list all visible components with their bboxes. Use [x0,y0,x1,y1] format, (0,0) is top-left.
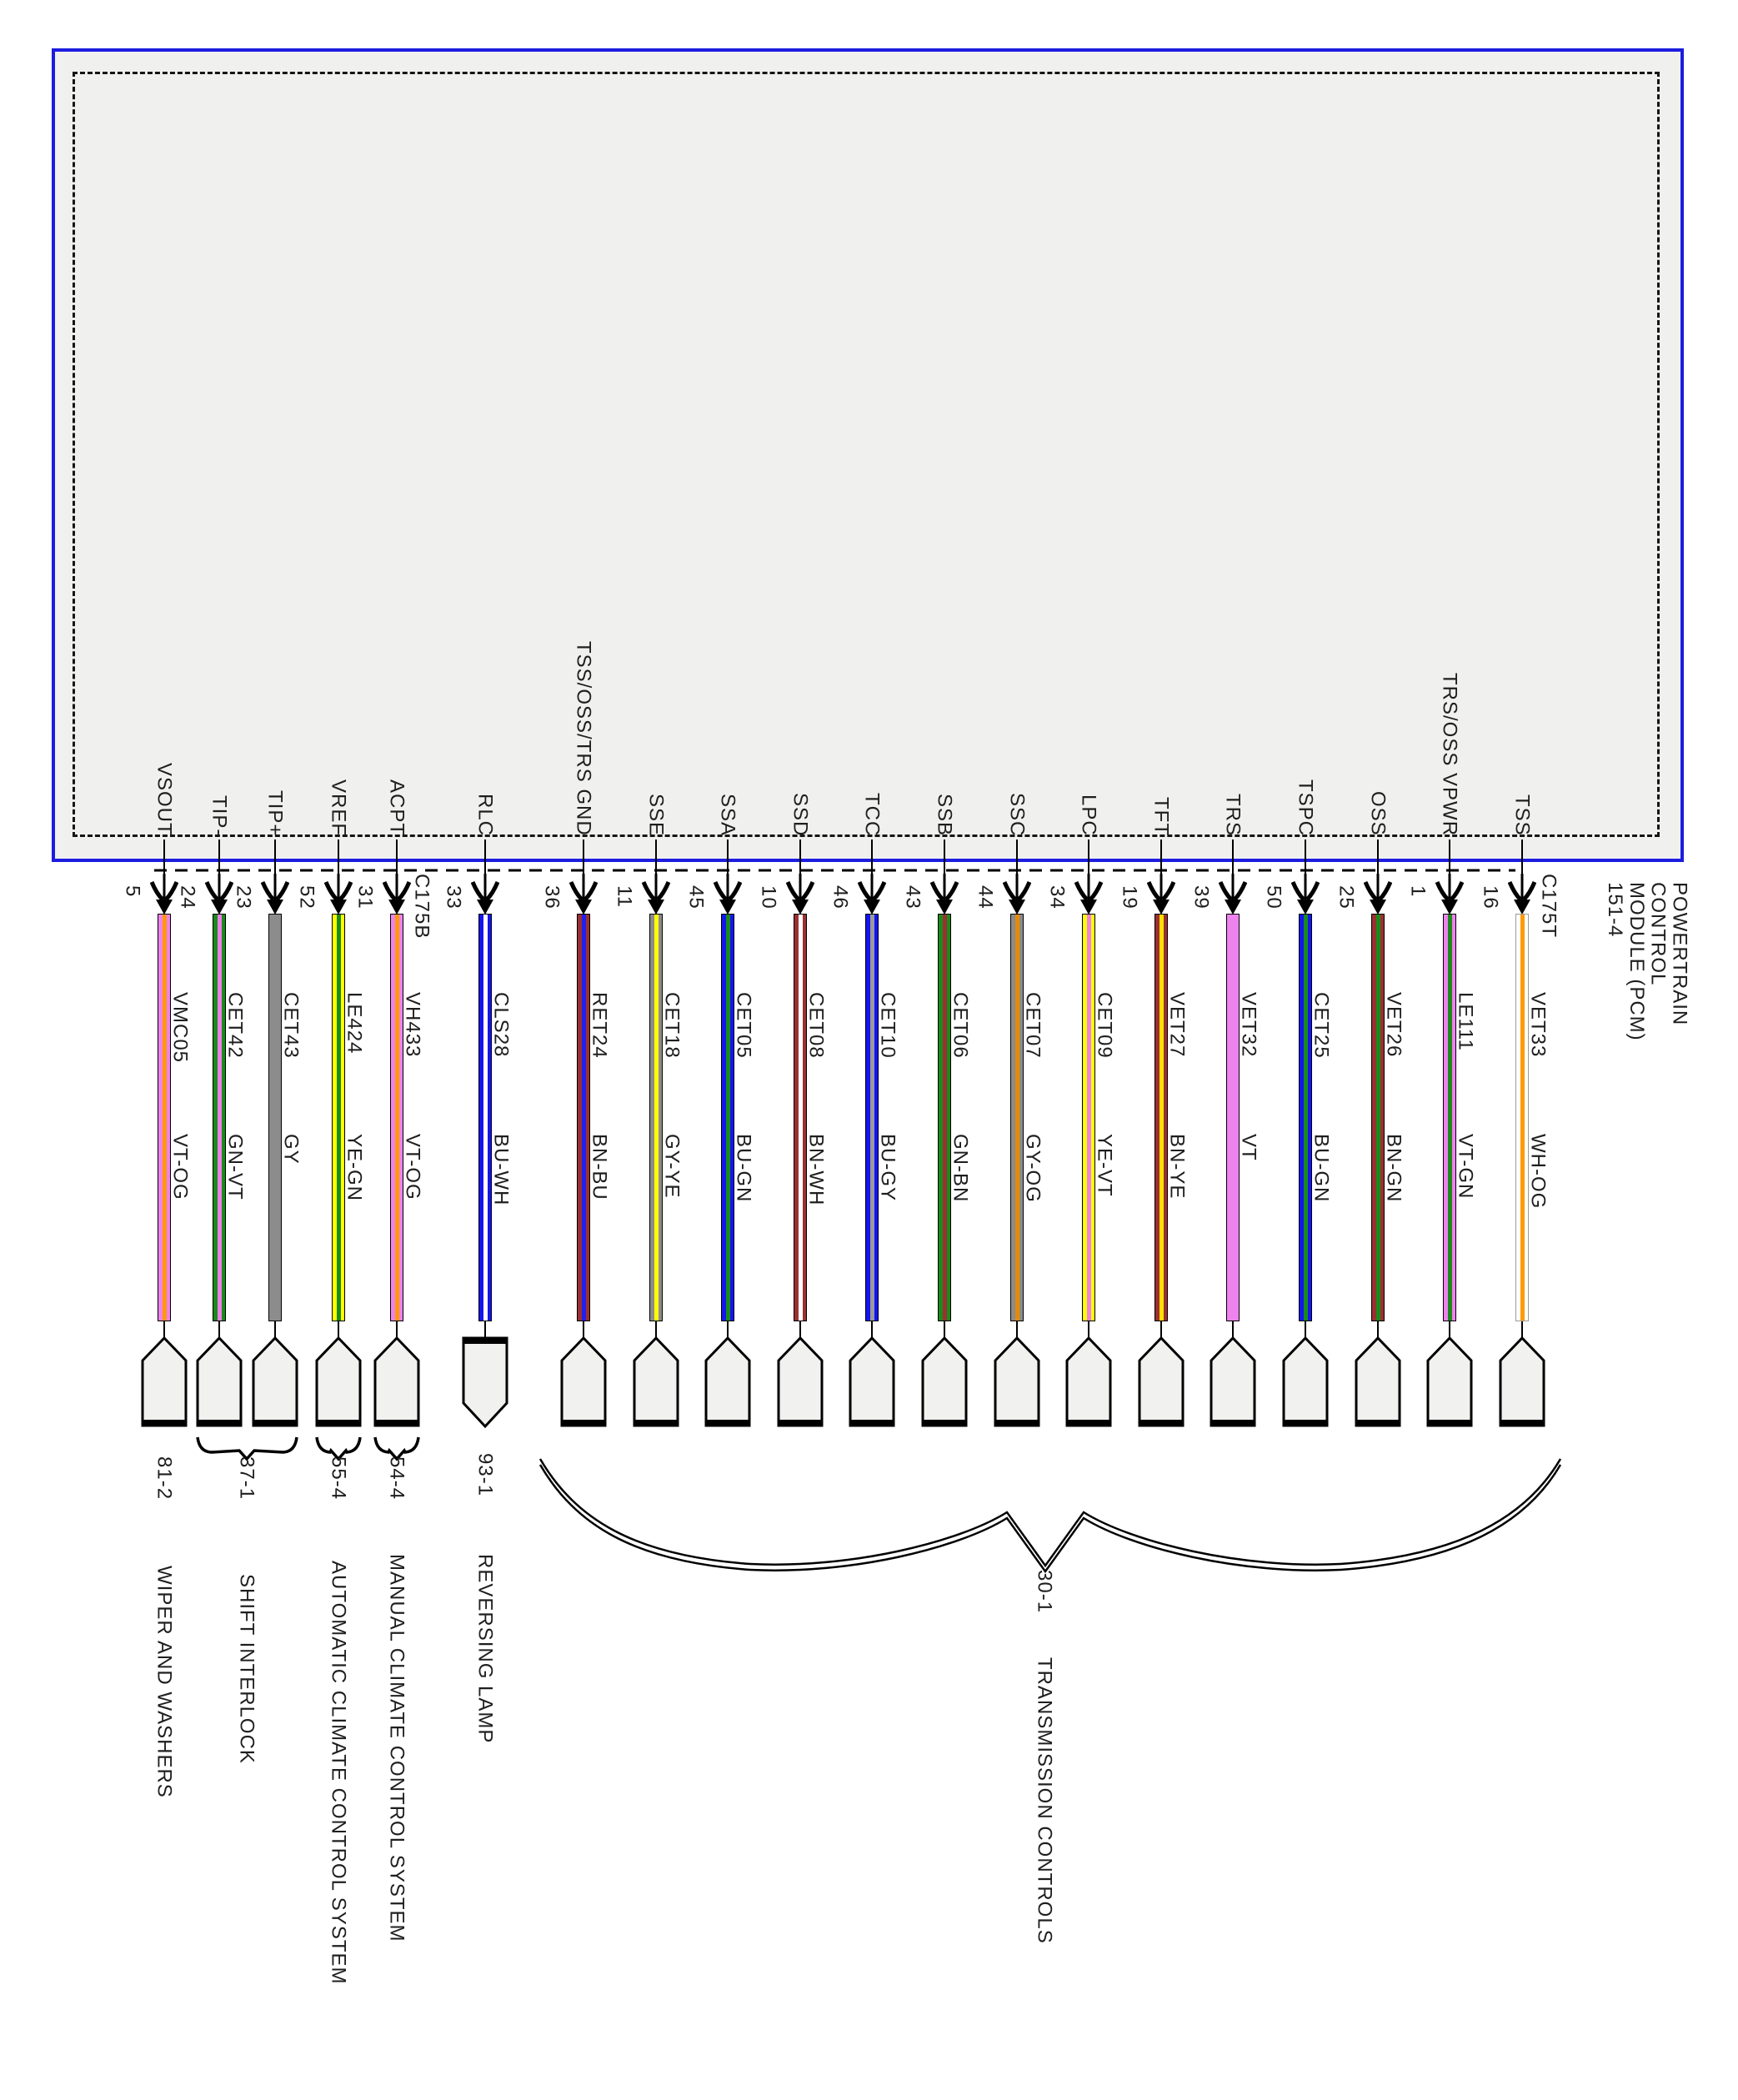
circuit-label-text: CET25 [1310,992,1333,1059]
wire-arrow-icon [930,874,959,915]
pin-label [1118,885,1141,910]
pin-label [295,885,318,910]
signal-label [326,779,351,836]
connector-icon [633,1336,679,1428]
pin-label [540,885,563,910]
pcm-title [1604,882,1690,1041]
wire-arrow-icon [1003,874,1031,915]
color-code-label-text: VT [1237,1134,1260,1161]
connector-icon [315,1336,362,1428]
destination-code-label [384,1456,409,1500]
pin-label [974,885,997,910]
circuit-label [804,992,828,1059]
wire-stripe [1376,915,1380,1321]
signal-label [715,794,740,836]
connector-icon [141,1336,188,1428]
color-code-label-text: BN-BU [588,1134,611,1200]
signal-label [571,641,596,836]
connector-icon [196,1336,243,1428]
pin-label [121,885,144,897]
pcm-title-line: 151-4 [1603,882,1626,938]
circuit-label [732,992,755,1059]
circuit-label-text: CET18 [660,992,684,1059]
color-code-label [1382,1134,1405,1202]
wire-arrow-icon [1291,874,1320,915]
wire-arrow-icon [1219,874,1247,915]
wire [1082,914,1095,1321]
signal-label [152,763,177,836]
wire-stripe [218,915,222,1321]
circuit-label [660,992,684,1059]
pin-label-text: 36 [540,885,563,910]
destination-system-label [152,1566,177,1798]
wire-stripe [163,915,167,1321]
wire-stripe [726,915,730,1321]
signal-label-text: VREF [327,779,350,836]
connector-icon [1426,1336,1473,1428]
wire-arrow-icon [383,874,411,915]
wire-stripe [1087,915,1091,1321]
color-code-label [223,1134,247,1200]
signal-label [932,794,957,836]
color-code-label-text: GY-OG [1021,1134,1044,1203]
circuit-label [343,992,366,1054]
signal-label [1149,797,1174,836]
wire-stripe [1520,915,1525,1321]
wire-arrow-icon [714,874,742,915]
destination-system-label-text: REVERSING LAMP [473,1554,497,1744]
signal-label [1220,794,1245,836]
color-code-label [804,1134,828,1205]
wire-stripe [870,915,874,1321]
pin-label [353,885,377,910]
circuit-label [876,992,899,1059]
wire [938,914,951,1321]
circuit-label [1310,992,1333,1059]
circuit-label-text: CET06 [949,992,972,1059]
wire-arrow-icon [471,874,499,915]
destination-system-label [234,1574,259,1764]
wire-arrow-icon [324,874,353,915]
destination-code-label-text: 93-1 [473,1453,497,1497]
wire-stripe [943,915,947,1321]
transmission-controls-brace [540,1465,1560,1571]
pin-label-text: 34 [1045,885,1069,910]
wire-arrow-icon [1364,874,1392,915]
signal-label [788,793,813,836]
wire [1515,914,1529,1321]
circuit-label-text: VH433 [401,992,424,1058]
circuit-label [1454,992,1477,1051]
connector-icon [1138,1336,1185,1428]
pin-label-text: 45 [684,885,708,910]
destination-code-label-text: 37-1 [235,1456,258,1501]
pin-label [1262,885,1285,910]
destination-system-label [473,1554,498,1743]
connector-icon [1065,1336,1112,1428]
signal-label-text: SSA [716,793,739,836]
signal-label [384,779,409,836]
connector-icon [849,1336,895,1428]
circuit-label [168,992,192,1063]
signal-label-text: SSD [789,792,812,836]
signal-label-text: TIP+ [263,789,287,836]
destination-system-label [1032,1657,1057,1944]
color-code-label-text: VT-OG [168,1134,192,1200]
color-code-label [660,1134,684,1198]
signal-label [263,790,288,836]
color-code-label-text: BU-GN [732,1134,755,1203]
wire-stripe [1015,915,1019,1321]
color-code-label-text: YE-GN [343,1134,366,1202]
circuit-label [949,992,972,1059]
signal-label-text: TRS/OSS VPWR [1438,672,1461,836]
color-code-label [1093,1134,1116,1197]
pin-label [829,885,852,910]
wire-arrow-icon [261,874,289,915]
circuit-label [401,992,424,1057]
wire-arrow-icon [786,874,814,915]
circuit-label-text: CET07 [1021,992,1044,1059]
wire-arrow-icon [569,874,598,915]
pin-label [684,885,708,910]
circuit-label [1237,992,1260,1057]
color-code-label [168,1134,192,1200]
signal-label-text: TCC [860,792,884,836]
wire [478,914,492,1321]
pin-label-text: 23 [232,885,255,910]
wire-stripe [654,915,659,1321]
signal-label-text: SSC [1005,792,1029,836]
color-code-label-text: BU-GN [1310,1134,1333,1203]
circuit-label [1165,992,1189,1057]
pin-label [442,885,465,910]
connector-icon [252,1336,298,1428]
pin-label [757,885,780,910]
color-code-label-text: BN-YE [1165,1134,1189,1200]
wire [1010,914,1024,1321]
destination-code-label-text: 30-1 [1033,1570,1056,1614]
color-code-label [489,1134,513,1205]
circuit-label [489,992,513,1057]
destination-code-label [1032,1570,1057,1613]
color-code-label [949,1134,972,1202]
pin-label [176,885,199,910]
wire [649,914,663,1321]
circuit-label-text: VET32 [1237,992,1260,1058]
color-code-label-text: GY [279,1134,303,1165]
wire-arrow-icon [1074,874,1103,915]
destination-code-label [326,1456,351,1500]
pin-label-text: 52 [295,885,318,910]
color-code-label-text: GN-VT [223,1134,247,1200]
wire [577,914,590,1321]
wire-arrow-icon [1435,874,1464,915]
pin-label-text: 46 [829,885,852,910]
wire [1443,914,1456,1321]
color-code-label-text: BU-WH [489,1134,513,1206]
signal-label [1365,791,1390,836]
wire-stripe [1304,915,1308,1321]
color-code-label [732,1134,755,1202]
signal-label-text: SSB [933,793,956,836]
pin-label [1045,885,1069,910]
wire-stripe [1448,915,1452,1321]
wire-stripe [1160,915,1164,1321]
signal-label-text: ACPT [385,779,408,836]
pin-label-text: 39 [1190,885,1213,910]
wire [158,914,171,1321]
destination-code-label [152,1456,177,1500]
wire [794,914,807,1321]
color-code-label-text: YE-VT [1093,1134,1116,1197]
color-code-label-text: VT-OG [401,1134,424,1200]
signal-label [473,794,498,836]
wire [332,914,345,1321]
connector-label-c175b: C175B [410,874,433,940]
signal-label-text: OSS [1366,791,1390,836]
connector-icon [994,1336,1040,1428]
circuit-label-text: CET08 [804,992,828,1059]
connector-label-c175t: C175T [1537,874,1560,939]
color-code-label [401,1134,424,1200]
pin-label-text: 33 [442,885,465,910]
wire-stripe [799,915,803,1321]
wire [1154,914,1168,1321]
signal-label [1437,673,1462,836]
pin-label-text: 10 [757,885,780,910]
circuit-label-text: LE424 [343,992,366,1055]
destination-system-label-text: SHIFT INTERLOCK [235,1574,258,1764]
circuit-label-text: CET05 [732,992,755,1059]
wire-arrow-icon [1508,874,1536,915]
destination-code-label [473,1453,498,1496]
circuit-label [1382,992,1405,1057]
pin-label-text: 31 [353,885,377,910]
connector-icon [704,1336,751,1428]
color-code-label-text: BN-GN [1382,1134,1405,1203]
signal-label [1076,794,1101,836]
connector-icon [1355,1336,1401,1428]
circuit-label-text: CET09 [1093,992,1116,1059]
connector-icon [1210,1336,1256,1428]
pin-label-text: 5 [121,885,144,898]
pin-label-text: 43 [901,885,924,910]
color-code-label [1310,1134,1333,1202]
circuit-label [1093,992,1116,1059]
color-code-label-text: VT-GN [1454,1134,1477,1200]
destination-code-label-text: 55-4 [327,1456,350,1501]
wire [865,914,879,1321]
wire [268,914,282,1321]
wire-arrow-icon [642,874,670,915]
color-code-label-text: BU-GY [876,1134,899,1202]
signal-label [644,794,669,836]
color-code-label [1454,1134,1477,1199]
pin-label-text: 16 [1479,885,1502,910]
connector-icon [1499,1336,1545,1428]
signal-label-text: TSS/OSS/TRS GND [572,641,595,836]
circuit-label-text: CLS28 [489,992,513,1058]
pin-label-text: 11 [613,885,636,908]
transmission-controls-brace [540,1459,1560,1566]
destination-system-label-text: WIPER AND WASHERS [153,1566,176,1798]
pin-label [1335,885,1358,910]
wire [213,914,226,1321]
color-code-label-text: GY-YE [660,1134,684,1199]
color-code-label [1526,1134,1550,1209]
wire-arrow-icon [205,874,233,915]
circuit-label-text: CET42 [223,992,247,1059]
pin-label [1479,885,1502,910]
pin-label-text: 44 [974,885,997,910]
signal-label [1004,793,1029,836]
pcm-title-line: MODULE (PCM) [1625,882,1648,1041]
wire-stripe [395,915,399,1321]
destination-system-label [384,1554,409,1942]
pin-label-text: 1 [1406,885,1430,898]
signal-label-text: SSE [644,793,668,836]
wire [390,914,403,1321]
pcm-title-line: CONTROL [1646,882,1670,986]
pin-label [613,885,636,908]
pin-label-text: 19 [1118,885,1141,910]
color-code-label [1021,1134,1044,1203]
pin-label-text: 50 [1262,885,1285,910]
circuit-label [588,992,611,1059]
destination-system-label-text: TRANSMISSION CONTROLS [1033,1657,1056,1944]
color-code-label [343,1134,366,1201]
circuit-label [279,992,303,1059]
connector-icon [777,1336,824,1428]
destination-code-label-text: 54-4 [385,1456,408,1501]
connector-icon [373,1336,420,1428]
pcm-title-line: POWERTRAIN [1668,882,1691,1026]
color-code-label-text: WH-OG [1526,1134,1550,1210]
circuit-label-text: CET10 [876,992,899,1059]
signal-label [1510,794,1535,836]
circuit-label [1526,992,1550,1057]
pin-label-text: 25 [1335,885,1358,910]
connector-icon [1282,1336,1329,1428]
pcm-inner-dashed-border [73,72,1660,837]
destination-code-label [234,1456,259,1500]
wire-stripe [483,915,488,1321]
signal-label [859,793,884,836]
connector-icon [921,1336,968,1428]
signal-label-text: VSOUT [153,763,176,836]
signal-label-text: TRS [1221,794,1245,836]
wire [1299,914,1312,1321]
color-code-label [588,1134,611,1200]
circuit-label-text: RET24 [588,992,611,1059]
offpage-arrow-icon [462,1336,508,1428]
signal-label-text: TFT [1149,797,1173,836]
signal-label-text: TIP- [208,794,231,836]
pin-label [1190,885,1213,910]
color-code-label [1165,1134,1189,1199]
color-code-label-text: GN-BN [949,1134,972,1203]
signal-label-text: LPC [1077,794,1100,836]
circuit-label [223,992,247,1059]
signal-label-text: RLC [473,793,497,836]
circuit-label-text: VET33 [1526,992,1550,1058]
circuit-label [1021,992,1044,1059]
destination-system-label-text: AUTOMATIC CLIMATE CONTROL SYSTEM [327,1561,350,1985]
pin-label [1406,885,1430,897]
circuit-label-text: LE111 [1454,992,1477,1051]
color-code-label [876,1134,899,1201]
wire [721,914,734,1321]
circuit-label-text: VMC05 [168,992,192,1064]
wire-arrow-icon [1147,874,1175,915]
pin-label [901,885,924,910]
connector-icon [560,1336,607,1428]
wire-arrow-icon [858,874,886,915]
pin-label [232,885,255,910]
circuit-label-text: VET26 [1382,992,1405,1058]
destination-system-label [326,1561,351,1984]
circuit-label-text: VET27 [1165,992,1189,1058]
pin-label-text: 24 [176,885,199,910]
wire-arrow-icon [150,874,178,915]
color-code-label [1237,1134,1260,1161]
circuit-label-text: CET43 [279,992,303,1059]
wire [1226,914,1240,1321]
signal-label-text: TSPC [1294,779,1317,836]
wire [1371,914,1385,1321]
wire-stripe [582,915,586,1321]
wire-stripe [337,915,341,1321]
destination-code-label-text: 81-2 [153,1456,176,1501]
signal-label [1293,779,1318,836]
signal-label [207,795,232,836]
color-code-label-text: BN-WH [804,1134,828,1206]
signal-label-text: TSS [1510,794,1534,836]
color-code-label [279,1134,303,1165]
destination-system-label-text: MANUAL CLIMATE CONTROL SYSTEM [385,1554,408,1942]
